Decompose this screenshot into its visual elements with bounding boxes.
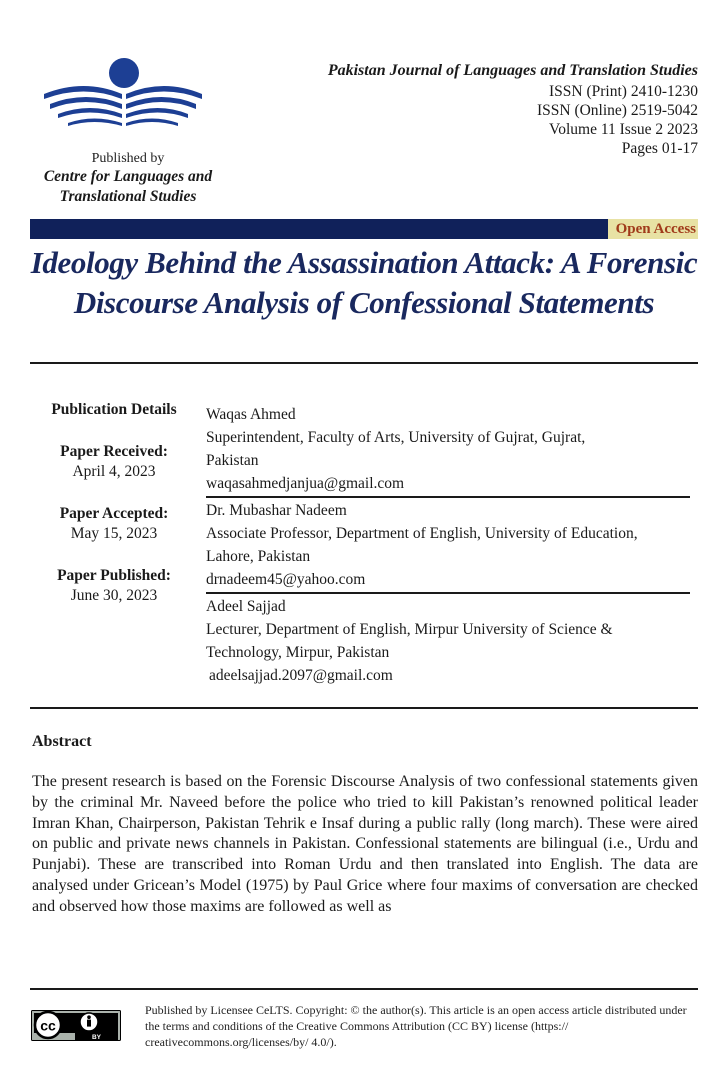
open-access-label: Open Access — [608, 219, 698, 239]
author-affiliation: Pakistan — [206, 452, 259, 469]
abstract-heading: Abstract — [32, 733, 92, 750]
issn-print: ISSN (Print) 2410-1230 — [549, 83, 698, 100]
author-email[interactable]: drnadeem45@yahoo.com — [206, 571, 366, 588]
author-list — [206, 403, 690, 687]
author-email[interactable]: waqasahmedjanjua@gmail.com — [206, 475, 405, 492]
publication-details-heading: Publication Details — [51, 401, 177, 418]
journal-logo-icon — [38, 52, 206, 137]
author-divider — [206, 496, 690, 498]
received-date: April 4, 2023 — [72, 463, 156, 480]
published-label: Paper Published: — [57, 567, 171, 584]
author-affiliation: Technology, Mirpur, Pakistan — [206, 644, 390, 661]
publisher-line-2: Translational Studies — [59, 188, 197, 205]
volume-issue: Volume 11 Issue 2 2023 — [549, 121, 698, 138]
journal-info — [328, 60, 698, 158]
issn-online: ISSN (Online) 2519-5042 — [536, 102, 698, 119]
publisher-line-1: Centre for Languages and — [43, 168, 213, 185]
author-affiliation: Associate Professor, Department of English, University of Education, — [206, 525, 638, 542]
received-label: Paper Received: — [60, 443, 168, 460]
journal-name: Pakistan Journal of Languages and Translation Studies — [327, 62, 698, 79]
publisher-name — [28, 167, 228, 207]
author-entry — [206, 403, 690, 495]
author-affiliation: Lecturer, Department of English, Mirpur University of Science & — [206, 621, 613, 638]
footer-divider — [30, 988, 698, 990]
author-affiliation: Lahore, Pakistan — [206, 548, 311, 565]
author-name: Waqas Ahmed — [206, 406, 296, 423]
author-email[interactable]: adeelsajjad.2097@gmail.com — [209, 667, 393, 684]
author-entry — [206, 595, 690, 687]
title-divider — [30, 362, 698, 364]
published-date: June 30, 2023 — [70, 587, 158, 604]
accepted-label: Paper Accepted: — [59, 505, 169, 522]
abstract-text: The present research is based on the Forensic Discourse Analysis of two confessional statements given by the criminal Mr. Naveed before the police who tried to kill Pakistan’s renowned political leader Imran Khan, Chairperson, Pakistan Tehrik e Insaf during a public rally (long march). These were aired on public and private news channels in Pakistan. Confessional statements are bilingual (i.e., Urdu and Punjabi). These are transcribed into Roman Urdu and then translated into English. The data are analysed under Gricean’s Model (1975) by Paul Grice where four maxims of conversation are checked and observed how those maxims are followed as well as — [32, 773, 698, 915]
publisher-block — [28, 150, 228, 207]
open-access-bar — [30, 219, 698, 239]
author-entry — [206, 499, 690, 591]
svg-text:BY: BY — [91, 1034, 102, 1041]
details-divider — [30, 707, 698, 709]
published-by-label: Published by — [91, 151, 165, 166]
accepted-date: May 15, 2023 — [70, 525, 158, 542]
author-name: Dr. Mubashar Nadeem — [206, 502, 347, 519]
cc-by-license-icon — [31, 1010, 121, 1046]
svg-text:cc: cc — [40, 1017, 56, 1034]
page-range: Pages 01-17 — [621, 140, 698, 157]
publication-details — [30, 400, 198, 628]
license-text: Published by Licensee CeLTS. Copyright: © the author(s). This article is an open access article distributed under the terms and conditions of the Creative Commons Attribution (CC BY) license (https:// creativecommons.org/licenses/by/ 4.0/). — [145, 1003, 687, 1049]
author-divider — [206, 592, 690, 594]
paper-title: Ideology Behind the Assassination Attack: A Forensic Discourse Analysis of Confessional Statements — [30, 245, 698, 320]
author-name: Adeel Sajjad — [206, 598, 286, 615]
author-affiliation: Superintendent, Faculty of Arts, University of Gujrat, Gujrat, — [206, 429, 586, 446]
